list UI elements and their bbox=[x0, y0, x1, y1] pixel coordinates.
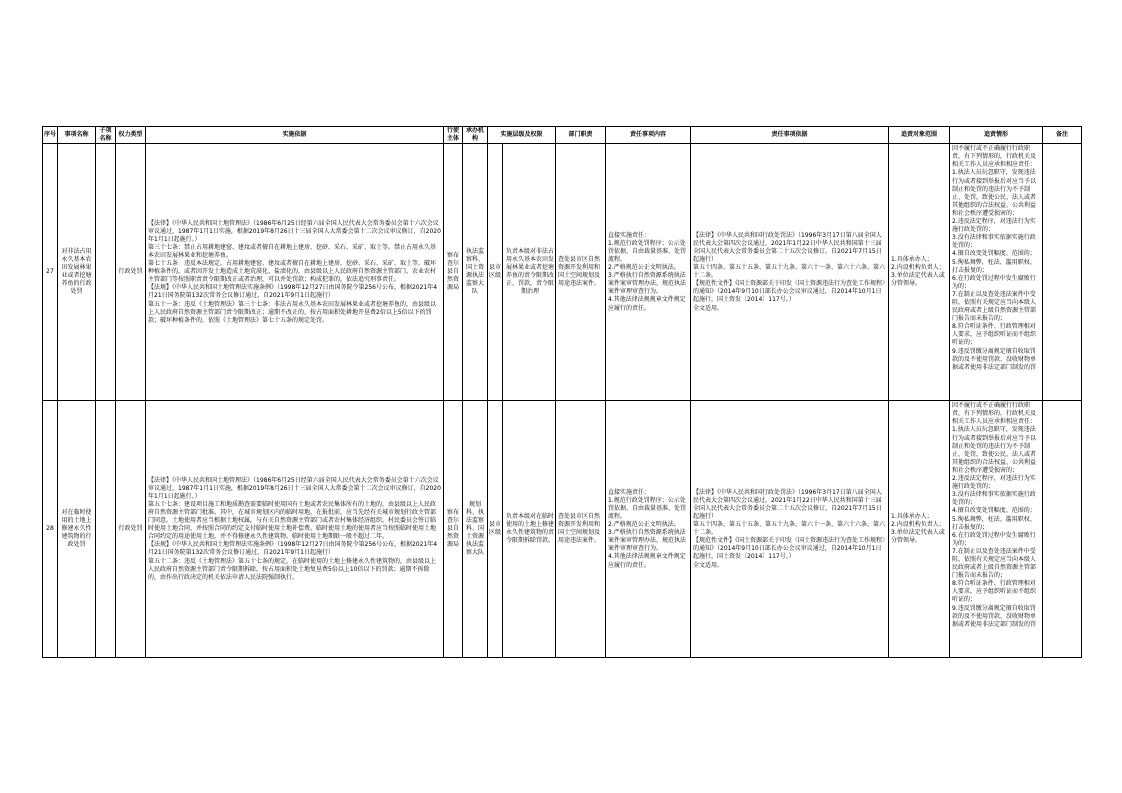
row-cases: 因不履行或不正确履行行政职责，有下列情形的，行政机关及相关工作人员应承担相应责任： 1.执法人员玩忽职守，发现违法行为或者接到举报后对应当予以制止和处罚的违法行为不予制止、处罚，致使公民、法人或者其他组织的合法权益、公共利益和社会秩序遭受损害的； 2.违反法定程序，对违法行为实施行政处罚的； 3.没有法律和事实依据实施行政处罚的； 4.擅自改变处罚幅度、范围的； 5.徇私舞弊，枉法、滥用职权、打击报复的； 6.在行政处罚过程中发生腐败行为的； 7.在制止以及查处违法案件中受阻，依照有关规定应当向本级人民政府或者上级自然资源主管部门报告而未报告的； 8.符合听证条件、行政管理相对人要求，应予组织听证而不组织听证的； 9.违反罚缴分离规定擅自收取罚款的及不使用罚款、没收财物单据或者使用非法定部门制发的罚 bbox=[950, 144, 1043, 401]
table-row bbox=[43, 144, 1082, 401]
row-power-type: 行政处罚 bbox=[116, 144, 146, 401]
header-target: 追责对象范围 bbox=[889, 127, 950, 144]
row-org: 执法监察科、国土资源执法监察大队 bbox=[463, 144, 488, 401]
row-resp-basis: 【法律】《中华人民共和国行政处罚法》（1996年3月17日第八届全国人民代表大会第四次会议通过，2021年1月22日中华人民共和国第十三届全国人民代表大会常务委员会第二十五次会议修订，自2021年7月15日起施行） 第五十四条、第五十五条、第五十九条、第六十一条、第六十六条、第六十二条。 【规范性文件】《国土资源部关于印发〈国土资源违法行为查处工作规程〉的通知》（2014年9月10日部长办公会议审议通过，自2014年10月1日起施行，国土资发〔2014〕117号。） 全文适用。 bbox=[691, 144, 889, 401]
header-note: 备注 bbox=[1043, 127, 1082, 144]
row-level bbox=[488, 144, 556, 401]
row-basis: 【法律】《中华人民共和国土地管理法》（1986年6月25日经第六届全国人民代表大会常务委员会第十六次会议审议通过，1987年1月1日实施，根据2019年8月26日十三届全国人大常委会第十二次会议审议修订，自2020年1月1日起施行。） 第三十七条：禁止占用耕地建窑、建坟或者擅自在耕地上建房、挖砂、采石、采矿、取土等。禁止占用永久基本农田发展林果业和挖塘养鱼。 第七十五条 违反本法规定，占用耕地建窑、建坟或者擅自在耕地上建房、挖砂、采石、采矿、取土等，破坏种植条件的，或者因开发土地造成土地荒漠化、盐渍化的，由县级以上人民政府自然资源主管部门、农业农村主管部门等按照职责责令限期改正或者治理，可以并处罚款；构成犯罪的，依法追究刑事责任。 【法规】《中华人民共和国土地管理法实施条例》（1998年12月27日由国务院令第256号公布，根据2021年4月21日国务院第132次常务会议修订通过，自2021年9月1日起施行） 第五十一条：违反《土地管理法》第三十七条：非法占用永久基本农田发展林果业或者挖塘养鱼的，由县级以上人民政府自然资源主管部门责令限期改正；逾期不改正的，按占用面积处耕地开垦费2倍以上5倍以下的罚款；破坏种植条件的，依照《土地管理法》第七十五条的规定处罚。 bbox=[146, 144, 444, 401]
header-subject: 行使主体 bbox=[444, 127, 463, 144]
row-subject: 察布查尔县自然资源局 bbox=[444, 401, 463, 658]
header-duty: 部门职责 bbox=[556, 127, 606, 144]
row-note bbox=[1043, 401, 1082, 658]
header-item-name: 事项名称 bbox=[58, 127, 96, 144]
header-cases: 追责情形 bbox=[950, 127, 1043, 144]
header-content: 责任事项内容 bbox=[606, 127, 691, 144]
responsibility-list-sheet bbox=[42, 126, 1081, 658]
row-note bbox=[1043, 144, 1082, 401]
row-sub-item bbox=[96, 401, 116, 658]
row-item-name: 对在临时使用的土地上修建永久性建筑物的行政处罚 bbox=[58, 401, 96, 658]
header-row bbox=[43, 127, 1082, 144]
row-level bbox=[488, 401, 556, 658]
table-row bbox=[43, 401, 1082, 658]
header-resp-basis: 责任事项依据 bbox=[691, 127, 889, 144]
row-subject: 察布查尔县自然资源局 bbox=[444, 144, 463, 401]
header-power-type: 权力类型 bbox=[116, 127, 146, 144]
header-num: 序号 bbox=[43, 127, 58, 144]
row-target: 1.具体承办人； 2.内设机构负责人； 3.单位法定代表人或分管领导。 bbox=[889, 401, 950, 658]
row-duty: 查处县市区自然资源开发利用和国土空间规划及用途违法案件。 bbox=[556, 401, 606, 658]
row-level-text: 县市区级 bbox=[488, 401, 503, 657]
row-sub-item bbox=[96, 144, 116, 401]
row-num: 27 bbox=[43, 144, 58, 401]
row-org: 规划科、执法监察科、国土资源执法监察大队 bbox=[463, 401, 488, 658]
row-num: 28 bbox=[43, 401, 58, 658]
row-cases: 因不履行或不正确履行行政职责，有下列情形的，行政机关及相关工作人员应承担相应责任： 1.执法人员玩忽职守，发现违法行为或者接到举报后对应当予以制止和处罚的违法行为不予制止、处罚，致使公民、法人或者其他组织的合法权益、公共利益和社会秩序遭受损害的； 2.违反法定程序，对违法行为实施行政处罚的； 3.没有法律和事实依据实施行政处罚的； 4.擅自改变处罚幅度、范围的； 5.徇私舞弊，枉法、滥用职权、打击报复的； 6.在行政处罚过程中发生腐败行为的； 7.在制止以及查处违法案件中受阻，依照有关规定应当向本级人民政府或者上级自然资源主管部门报告而未报告的； 8.符合听证条件、行政管理相对人要求，应予组织听证而不组织听证的； 9.违反罚缴分离规定擅自收取罚款的及不使用罚款、没收财物单据或者使用非法定部门制发的罚 bbox=[950, 401, 1043, 658]
responsibility-table bbox=[42, 126, 1082, 658]
row-target: 1.具体承办人； 2.内设机构负责人； 3.单位法定代表人或分管领导。 bbox=[889, 144, 950, 401]
row-content: 直接实施责任： 1.规范行政处罚程序；公示处罚依据、自由裁量基准、处罚流程。 2.严格规范公正文明执法。 3.严格执行自然资源系统执法案件案审管理办法，规范执法案件审理审查行为。 4.其他法律法规规章文件规定应履行的责任。 bbox=[606, 401, 691, 658]
header-basis: 实施依据 bbox=[146, 127, 444, 144]
row-item-name: 对非法占用永久基本农田发展林果业或者挖塘养鱼的行政处罚 bbox=[58, 144, 96, 401]
row-resp-basis: 【法律】《中华人民共和国行政处罚法》（1996年3月17日第八届全国人民代表大会第四次会议通过，2021年1月22日中华人民共和国第十三届全国人民代表大会常务委员会第二十五次会议修订，自2021年7月15日起施行） 第五十四条、第五十五条、第五十九条、第六十一条、第六十六条、第六十二条。 【规范性文件】《国土资源部关于印发〈国土资源违法行为查处工作规程〉的通知》（2014年9月10日部长办公会议审议通过，自2014年10月1日起施行，国土资发〔2014〕117号。） 全文适用。 bbox=[691, 401, 889, 658]
row-scope-text: 负责本级对非法占用永久基本农田发展林果业或者挖塘养鱼的责令限期改正，罚款，责令限期治理 bbox=[505, 247, 554, 296]
row-basis: 【法律】《中华人民共和国土地管理法》（1986年6月25日经第六届全国人民代表大会常务委员会第十六次会议审议通过，1987年1月1日实施，根据2019年8月26日十三届全国人大常委会第十二次会议审议修订，自2020年1月1日起施行。） 第五十七条：建设项目施工和地质勘查需要临时使用国有土地或者农民集体所有的土地的，由县级以上人民政府自然资源主管部门批准。其中，在城市规划区内的临时用地，在报批前，应当先经有关城市规划行政主管部门同意。土地使用者应当根据土地权属，与有关自然资源主管部门或者农村集体经济组织、村民委员会签订临时使用土地合同，并按照合同的约定支付临时使用土地补偿费。临时使用土地的使用者应当按照临时使用土地合同约定的用途使用土地，并不得修建永久性建筑物。临时使用土地期限一般不超过二年。 【法规】《中华人民共和国土地管理法实施条例》（1998年12月27日由国务院令第256号公布，根据2021年4月21日国务院第132次常务会议修订通过，自2021年9月1日起施行） 第五十二条：违反《土地管理法》第五十七条的规定，在临时使用的土地上修建永久性建筑物的，由县级以上人民政府自然资源主管部门责令限期拆除，按占用面积处土地复垦费5倍以上10倍以下的罚款；逾期不拆除的，由作出行政决定的机关依法申请人民法院强制执行。 bbox=[146, 401, 444, 658]
row-scope-text: 负责本级对在临时使用的土地上修建永久性建筑物的责令限期拆除罚款。 bbox=[505, 513, 554, 545]
row-duty: 查处县市区自然资源开发利用和国土空间规划及用途违法案件。 bbox=[556, 144, 606, 401]
header-org: 承办机构 bbox=[463, 127, 488, 144]
row-content: 直接实施责任： 1.规范行政处罚程序；公示处罚依据、自由裁量基准、处罚流程。 2.严格规范公正文明执法。 3.严格执行自然资源系统执法案件案审管理办法，规范执法案件审理审查行为。 4.其他法律法规规章文件规定应履行的责任。 bbox=[606, 144, 691, 401]
row-level-text: 县市区级 bbox=[488, 144, 503, 400]
header-sub-item: 子项名称 bbox=[96, 127, 116, 144]
row-power-type: 行政处罚 bbox=[116, 401, 146, 658]
header-level: 实施层级及权限 bbox=[488, 127, 556, 144]
